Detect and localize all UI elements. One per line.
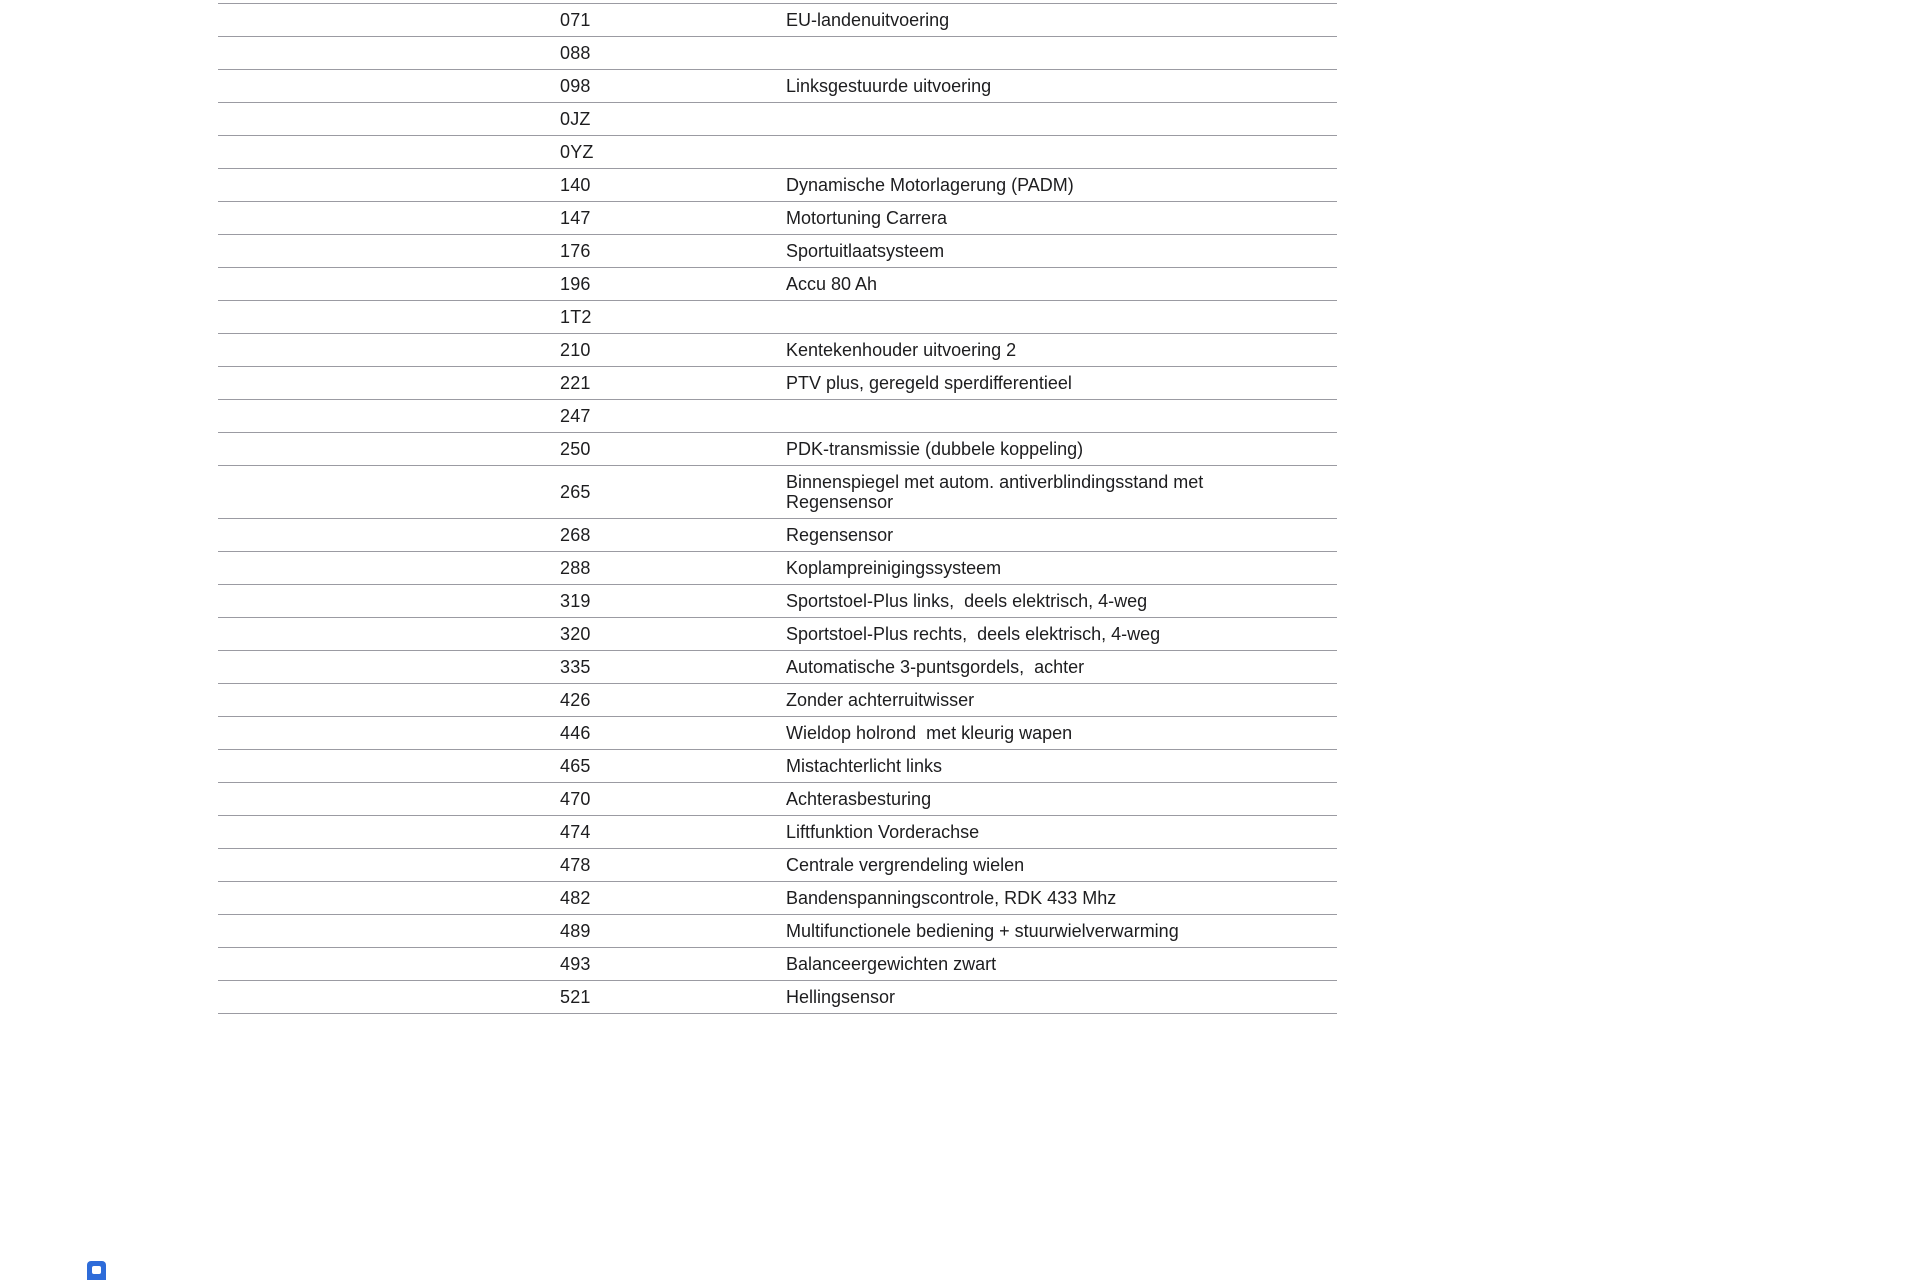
option-description-cell: Dynamische Motorlagerung (PADM) (786, 175, 1074, 195)
option-description-cell (786, 311, 1306, 323)
option-code-cell: 147 (560, 208, 591, 228)
option-code-cell: 268 (560, 525, 591, 545)
table-row (218, 947, 1337, 980)
table-row (218, 551, 1337, 584)
option-code-cell: 176 (560, 241, 591, 261)
option-code-cell: 1T2 (560, 307, 592, 327)
option-description-cell: Mistachterlicht links (786, 756, 943, 776)
option-code-cell: 335 (560, 657, 591, 677)
option-code-cell: 0JZ (560, 109, 591, 129)
option-code-cell: 474 (560, 822, 591, 842)
option-code-cell: 088 (560, 43, 591, 63)
table-row (218, 135, 1337, 168)
option-description-cell: EU-landenuitvoering (786, 10, 950, 30)
table-row (218, 432, 1337, 465)
option-codes-table (218, 3, 1337, 1014)
option-code-cell: 196 (560, 274, 591, 294)
option-code-cell: 478 (560, 855, 591, 875)
option-description-cell (786, 47, 1306, 59)
option-code-cell: 319 (560, 591, 591, 611)
option-description-cell: Regensensor (786, 525, 894, 545)
option-description-cell (786, 410, 1306, 422)
option-description-cell: Sportstoel-Plus links, deels elektrisch, 4-weg (786, 591, 1148, 611)
table-row (218, 881, 1337, 914)
option-description-cell: Zonder achterruitwisser (786, 690, 975, 710)
option-code-cell: 098 (560, 76, 591, 96)
table-row (218, 36, 1337, 69)
table-row (218, 815, 1337, 848)
option-description-cell: PTV plus, geregeld sperdifferentieel (786, 373, 1072, 393)
table-row (218, 3, 1337, 36)
option-description-cell (786, 146, 1306, 158)
table-row (218, 333, 1337, 366)
option-description-cell: Multifunctionele bediening + stuurwielverwarming (786, 921, 1179, 941)
option-code-cell: 493 (560, 954, 591, 974)
option-code-cell: 250 (560, 439, 591, 459)
option-description-cell: Koplampreinigingssysteem (786, 558, 1002, 578)
table-row (218, 650, 1337, 683)
option-code-cell: 265 (560, 482, 591, 502)
table-row (218, 168, 1337, 201)
option-description-cell: PDK-transmissie (dubbele koppeling) (786, 439, 1084, 459)
option-code-cell: 446 (560, 723, 591, 743)
table-row (218, 683, 1337, 716)
option-code-cell: 247 (560, 406, 591, 426)
table-row (218, 465, 1337, 518)
option-description-cell: Balanceergewichten zwart (786, 954, 997, 974)
table-row (218, 267, 1337, 300)
table-row (218, 201, 1337, 234)
table-row (218, 749, 1337, 782)
table-row (218, 914, 1337, 947)
table-row (218, 617, 1337, 650)
table-row (218, 848, 1337, 881)
option-description-cell: Sportuitlaatsysteem (786, 241, 945, 261)
option-description-cell: Hellingsensor (786, 987, 896, 1007)
option-description-cell: Accu 80 Ah (786, 274, 878, 294)
table-row (218, 300, 1337, 333)
table-row (218, 716, 1337, 749)
option-description-cell: Achterasbesturing (786, 789, 932, 809)
option-description-cell: Centrale vergrendeling wielen (786, 855, 1025, 875)
table-row (218, 518, 1337, 551)
option-description-cell (786, 113, 1306, 125)
table-row (218, 366, 1337, 399)
option-code-cell: 465 (560, 756, 591, 776)
table-row (218, 399, 1337, 432)
option-code-cell: 288 (560, 558, 591, 578)
option-code-cell: 470 (560, 789, 591, 809)
option-description-cell: Bandenspanningscontrole, RDK 433 Mhz (786, 888, 1117, 908)
table-row (218, 69, 1337, 102)
option-description-cell: Linksgestuurde uitvoering (786, 76, 992, 96)
table-row (218, 980, 1337, 1014)
option-code-cell: 210 (560, 340, 591, 360)
option-code-cell: 426 (560, 690, 591, 710)
option-description-cell: Liftfunktion Vorderachse (786, 822, 980, 842)
option-description-cell: Binnenspiegel met autom. antiverblindingsstand met Regensensor (786, 472, 1209, 512)
table-row (218, 584, 1337, 617)
option-code-cell: 320 (560, 624, 591, 644)
option-description-cell: Automatische 3-puntsgordels, achter (786, 657, 1085, 677)
option-code-cell: 521 (560, 987, 591, 1007)
partially-visible-blue-icon[interactable] (87, 1261, 106, 1280)
option-code-cell: 071 (560, 10, 591, 30)
option-description-cell: Motortuning Carrera (786, 208, 948, 228)
option-code-cell: 489 (560, 921, 591, 941)
table-row (218, 782, 1337, 815)
option-description-cell: Kentekenhouder uitvoering 2 (786, 340, 1017, 360)
option-description-cell: Sportstoel-Plus rechts, deels elektrisch, 4-weg (786, 624, 1161, 644)
option-code-cell: 221 (560, 373, 591, 393)
blue-icon-glyph (92, 1266, 101, 1274)
table-row (218, 234, 1337, 267)
table-row (218, 102, 1337, 135)
option-description-cell: Wieldop holrond met kleurig wapen (786, 723, 1073, 743)
option-code-cell: 140 (560, 175, 591, 195)
option-code-cell: 0YZ (560, 142, 594, 162)
option-code-cell: 482 (560, 888, 591, 908)
